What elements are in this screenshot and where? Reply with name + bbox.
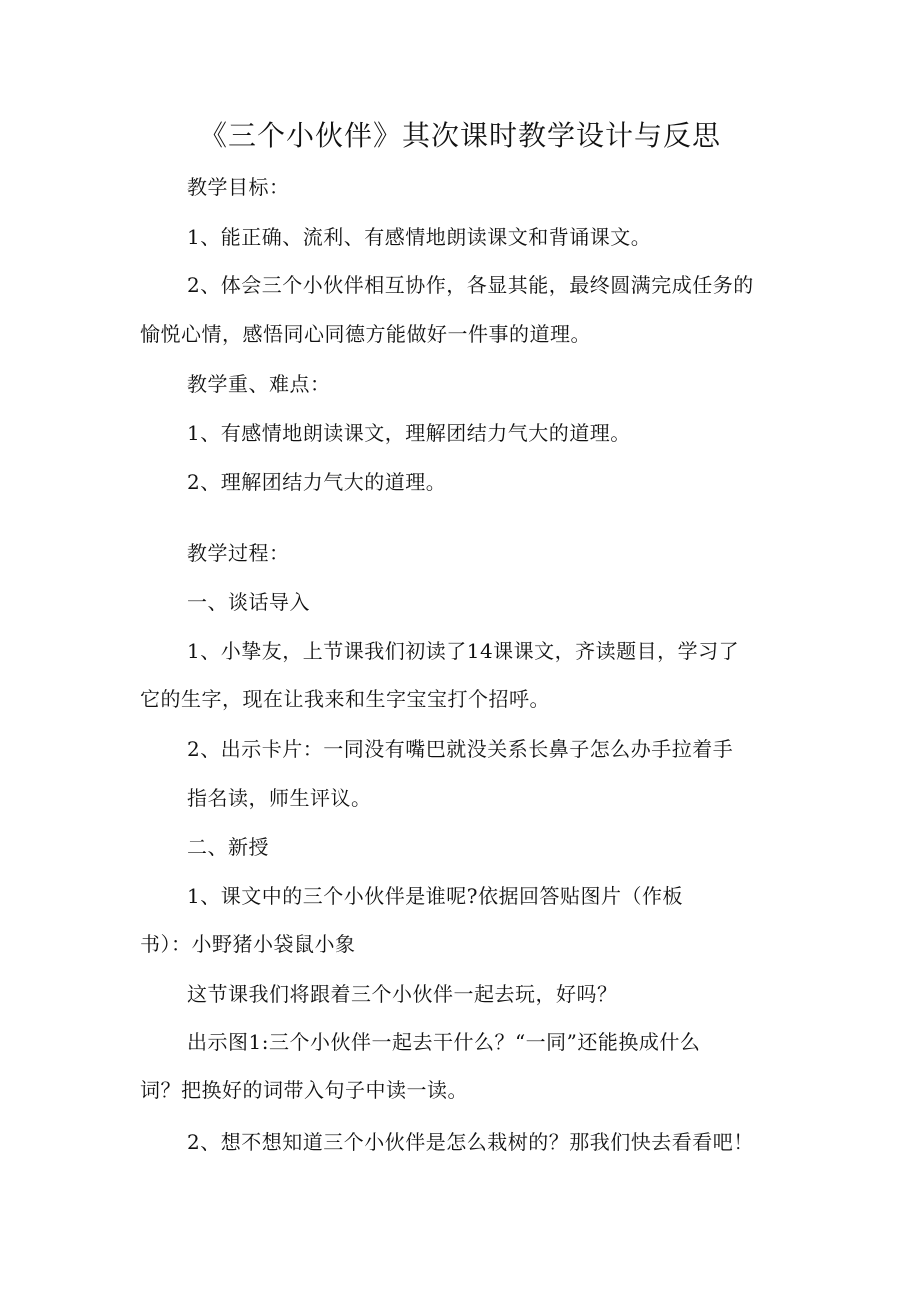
document-title: 《三个小伙伴》其次课时教学设计与反思 [198,119,721,152]
paragraph-line: 1、小挚友，上节课我们初读了14课课文，齐读题目，学习了 [187,639,740,663]
paragraph-line: 教学重、难点： [187,372,331,396]
paragraph-line: 书）：小野猪小袋鼠小象 [140,932,356,956]
paragraph-line: 2、理解团结力气大的道理。 [187,470,447,494]
paragraph-line: 二、新授 [187,835,269,859]
paragraph-line: 1、有感情地朗读课文，理解团结力气大的道理。 [187,421,631,445]
paragraph-line: 2、体会三个小伙伴相互协作，各显其能，最终圆满完成任务的 [187,273,754,297]
paragraph-line: 教学目标： [187,175,290,199]
paragraph-line: 1、能正确、流利、有感情地朗读课文和背诵课文。 [187,225,652,249]
paragraph-line: 一、谈话导入 [187,590,310,614]
paragraph-line: 教学过程： [187,541,290,565]
paragraph-line: 愉悦心情，感悟同心同德方能做好一件事的道理。 [140,322,591,346]
paragraph-line: 词？把换好的词带入句子中读一读。 [140,1078,468,1102]
paragraph-line: 2、出示卡片：一同没有嘴巴就没关系长鼻子怎么办手拉着手 [187,737,734,761]
paragraph-line: 指名读，师生评议。 [187,786,372,810]
paragraph-line: 它的生字，现在让我来和生字宝宝打个招呼。 [140,687,550,711]
paragraph-line: 出示图1:三个小伙伴一起去干什么？“一同”还能换成什么 [187,1030,701,1054]
paragraph-line: 这节课我们将跟着三个小伙伴一起去玩，好吗？ [187,982,618,1006]
paragraph-line: 2、想不想知道三个小伙伴是怎么栽树的？那我们快去看看吧！ [187,1130,754,1154]
paragraph-line: 1、课文中的三个小伙伴是谁呢?依据回答贴图片（作板 [187,884,683,908]
